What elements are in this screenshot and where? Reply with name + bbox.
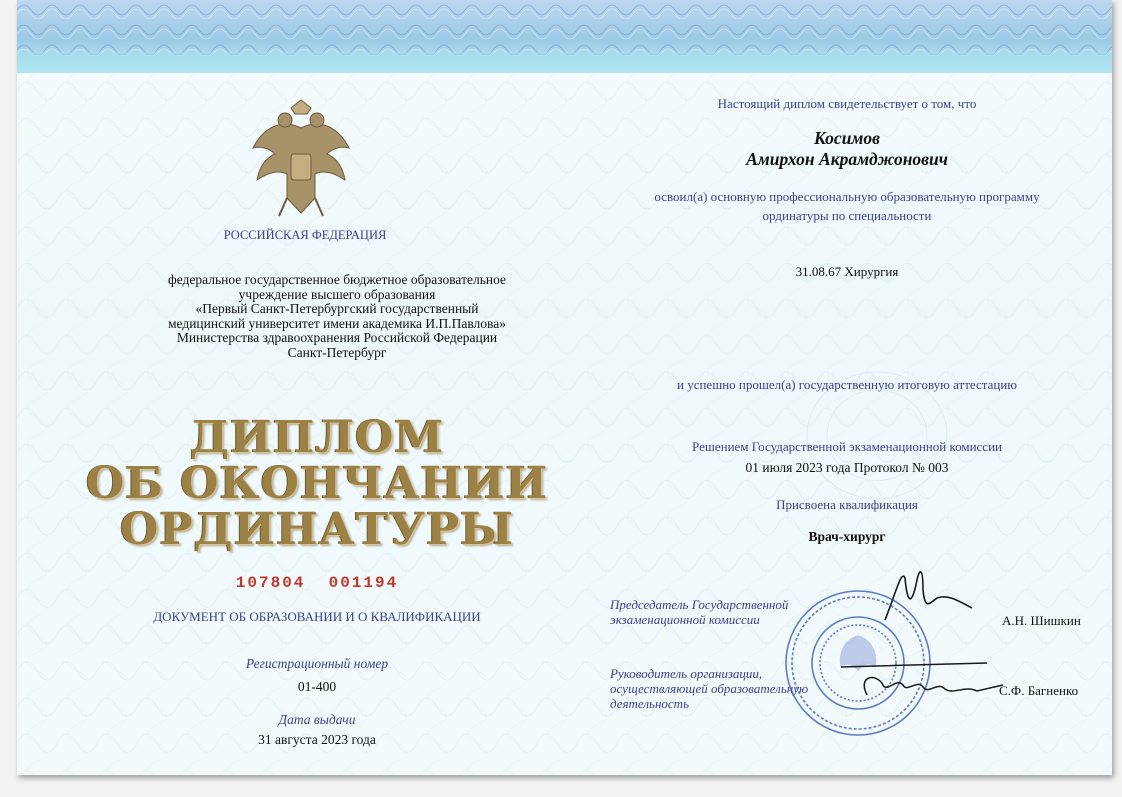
chair-label-line: экзаменационной комиссии — [610, 612, 760, 627]
chair-signature — [877, 560, 977, 630]
graduate-given-names: Амирхон Акрамджонович — [746, 149, 948, 169]
org-line: Санкт-Петербург — [287, 344, 387, 360]
head-label-line: осуществляющей образовательную — [610, 681, 809, 696]
serial-number: 107804 001194 — [235, 574, 399, 592]
head-name: С.Ф. Багненко — [999, 683, 1079, 698]
org-line: федеральное государственное бюджетное образовательное — [167, 272, 506, 287]
org-line: медицинский университет имени академика И.П.Павлова» — [167, 315, 506, 331]
specialty: 31.08.67 Хирургия — [795, 264, 899, 279]
graduate-surname: Косимов — [813, 128, 880, 148]
registration-label: Регистрационный номер — [245, 656, 389, 671]
diploma-title-line: ОРДИНАТУРЫ — [120, 504, 514, 555]
diploma-title-line: ОБ ОКОНЧАНИИ — [85, 458, 549, 509]
diploma-title-line: ДИПЛОМ — [189, 412, 445, 463]
protocol-line: 01 июля 2023 года Протокол № 003 — [745, 460, 949, 475]
org-line: Министерства здравоохранения Российской Федерации — [176, 330, 498, 345]
registration-number: 01-400 — [297, 679, 337, 694]
qualification-value: Врач-хирург — [808, 529, 886, 544]
head-label-line: деятельность — [610, 696, 689, 711]
org-line: учреждение высшего образования — [238, 286, 436, 302]
chair-name: А.Н. Шишкин — [1002, 613, 1081, 628]
commission-decision: Решением Государственной экзаменационной комиссии — [692, 439, 1002, 454]
issue-date-label: Дата выдачи — [278, 712, 356, 727]
document-type: ДОКУМЕНТ ОБ ОБРАЗОВАНИИ И О КВАЛИФИКАЦИИ — [153, 609, 481, 624]
guilloche-band — [17, 0, 1112, 73]
organization-name — [127, 273, 547, 360]
intro-text: Настоящий диплом свидетельствует о том, что — [717, 96, 977, 111]
head-signature — [837, 655, 1007, 705]
double-headed-eagle-crest-icon — [241, 98, 361, 223]
head-label-line: Руководитель организации, — [610, 666, 763, 681]
diploma-sheet — [17, 0, 1112, 775]
country-label: РОССИЙСКАЯ ФЕДЕРАЦИЯ — [223, 228, 387, 242]
program-line: освоил(а) основную профессиональную образовательную программу — [654, 189, 1040, 204]
attestation-text: и успешно прошел(а) государственную итоговую аттестацию — [676, 377, 1017, 392]
program-line: ординатуры по специальности — [762, 208, 932, 223]
org-line: «Первый Санкт-Петербургский государственный — [195, 301, 479, 316]
issue-date: 31 августа 2023 года — [258, 732, 376, 747]
chair-label-line: Председатель Государственной — [610, 597, 789, 612]
qualification-label: Присвоена квалификация — [776, 497, 918, 512]
